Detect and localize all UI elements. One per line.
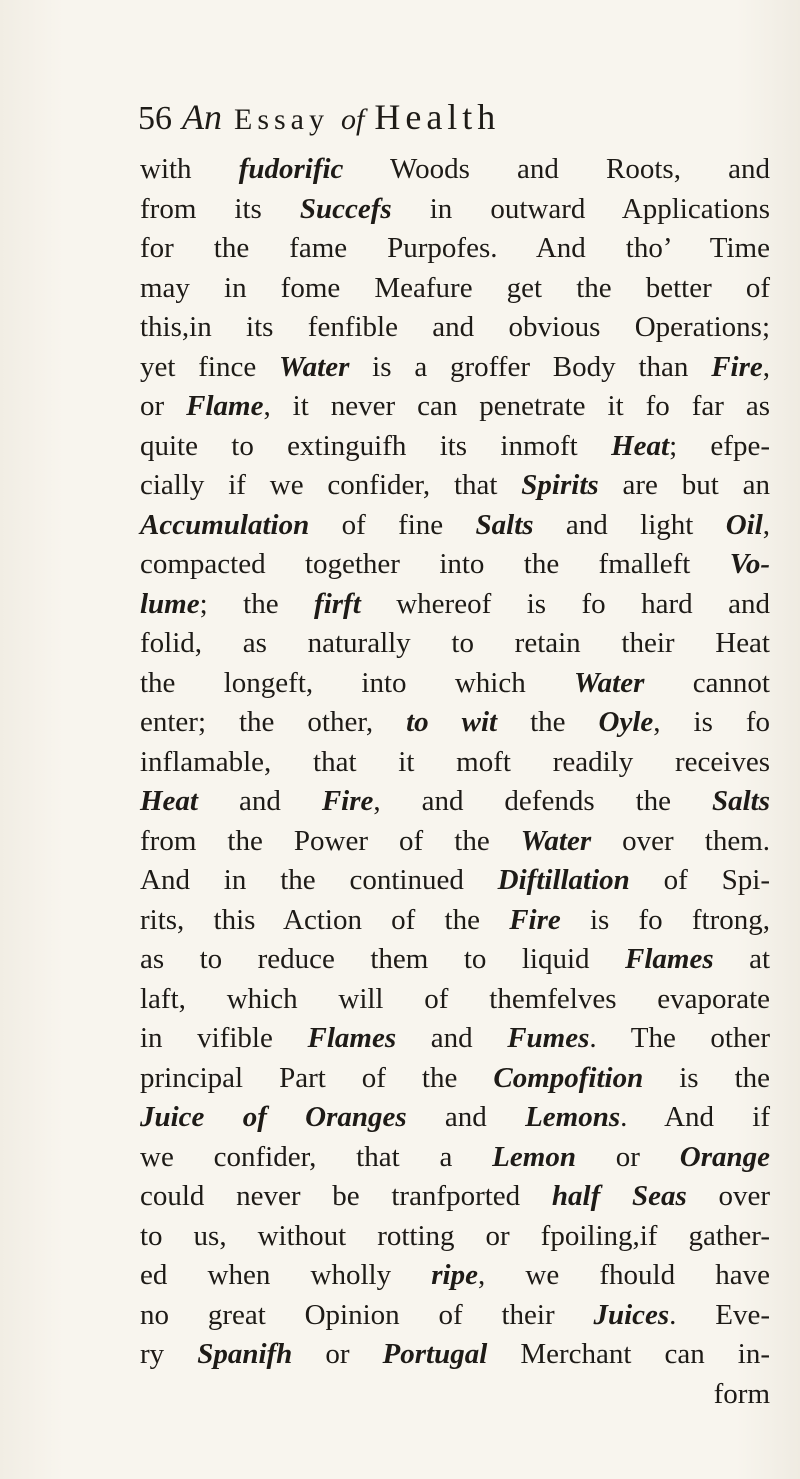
roman-text: of fine (309, 508, 476, 541)
roman-text: . Eve- (669, 1298, 770, 1331)
italic-text: Portugal (382, 1338, 488, 1370)
text-line (140, 1296, 770, 1336)
text-line (140, 585, 770, 625)
text-line (140, 743, 770, 783)
roman-text: , and defends the (373, 785, 712, 817)
roman-text: the longeft, into which (140, 666, 575, 699)
roman-text: , it never can penetrate it fo far as (263, 390, 770, 422)
text-line (140, 466, 770, 506)
italic-text: Lemon (492, 1140, 576, 1173)
roman-text: , (762, 508, 770, 541)
italic-text: Heat (140, 785, 198, 817)
italic-text: Salts (711, 785, 770, 817)
running-head-essay: Essay (234, 103, 329, 136)
text-line (140, 1019, 770, 1059)
roman-text: to us, without rotting or fpoiling,if gather- (140, 1219, 770, 1252)
roman-text: are but an (598, 469, 770, 501)
italic-text: Flames (624, 943, 714, 975)
roman-text: may in fome Meafure get the better of (140, 271, 770, 304)
text-line (140, 1256, 770, 1296)
text-line (140, 1375, 770, 1415)
text-line (140, 822, 770, 862)
italic-text: Fire (509, 903, 561, 936)
roman-text: and (198, 785, 322, 817)
roman-text: over (686, 1180, 771, 1212)
text-line (140, 190, 770, 230)
italic-text: Succefs (299, 192, 392, 225)
italic-text: Heat (611, 429, 670, 462)
running-head-health: Health (374, 97, 501, 137)
roman-text: could never be tranfported (140, 1180, 552, 1212)
roman-text: quite to extinguifh its inmoft (140, 429, 612, 462)
roman-text: principal Part of the (140, 1061, 494, 1094)
text-line (140, 1335, 770, 1375)
roman-text: Woods and Roots, and (343, 153, 770, 185)
italic-text: Salts (475, 508, 534, 541)
italic-text: Water (279, 350, 350, 383)
text-line (140, 940, 770, 980)
text-line (140, 1059, 770, 1099)
text-line (140, 980, 770, 1020)
roman-text: is the (643, 1061, 771, 1094)
italic-text: Fire (711, 350, 763, 383)
roman-text: , we fhould have (477, 1259, 770, 1291)
text-line (140, 1177, 770, 1217)
italic-text: to wit (406, 706, 498, 738)
roman-text: yet fince (140, 350, 280, 383)
roman-text: at (713, 943, 771, 975)
roman-text: over them. (591, 824, 770, 857)
italic-text: Oyle (598, 706, 654, 738)
roman-text: and (396, 1022, 508, 1054)
roman-text: compacted together into the fmalleft (140, 548, 730, 580)
roman-text: for the fame Purpofes. And tho’ Time (140, 232, 770, 264)
roman-text: in vifible (140, 1022, 308, 1054)
italic-text: Water (574, 666, 645, 699)
roman-text: no great Opinion of their (140, 1298, 594, 1331)
roman-text: from the Power of the (140, 824, 521, 857)
roman-text: ed when wholly (140, 1259, 432, 1291)
text-line (140, 624, 770, 664)
italic-text: Spirits (521, 469, 599, 501)
roman-text: ry (140, 1338, 198, 1370)
italic-text: Spanifh (197, 1338, 293, 1370)
text-line (140, 1138, 770, 1178)
roman-text: form (713, 1377, 770, 1410)
running-head-of: of (341, 103, 365, 136)
roman-text: Merchant can in- (487, 1338, 770, 1370)
roman-text: of Spi- (629, 864, 770, 896)
roman-text: And in the continued (140, 864, 498, 896)
roman-text: from its (140, 192, 300, 225)
text-line (140, 664, 770, 704)
roman-text: or (140, 390, 187, 422)
roman-text: laft, which will of themfelves evaporate (140, 982, 770, 1015)
italic-text: Oil (725, 508, 763, 541)
running-head-an: An (182, 97, 222, 137)
text-line (140, 229, 770, 269)
roman-text: cannot (644, 666, 770, 699)
text-line (140, 782, 770, 822)
text-line (140, 901, 770, 941)
text-line (140, 506, 770, 546)
roman-text: , is fo (653, 706, 771, 738)
text-line (140, 269, 770, 309)
italic-text: Lemons (525, 1101, 621, 1133)
italic-text: firft (314, 587, 361, 620)
italic-text: Flames (307, 1022, 397, 1054)
roman-text: or (292, 1338, 383, 1370)
italic-text: ripe (431, 1259, 478, 1291)
roman-text: inflamable, that it moft readily receives (140, 745, 770, 778)
roman-text: ; the (199, 587, 315, 620)
roman-text: . And if (620, 1101, 770, 1133)
roman-text: enter; the other, (140, 706, 407, 738)
page-number: 56 (138, 100, 172, 137)
running-head (138, 96, 758, 146)
roman-text: and light (533, 508, 726, 541)
italic-text: Orange (679, 1140, 770, 1173)
italic-text: Juices (593, 1298, 670, 1331)
text-line (140, 308, 770, 348)
roman-text: is a groffer Body than (349, 350, 712, 383)
roman-text: folid, as naturally to retain their Heat (140, 627, 770, 659)
roman-text: cially if we confider, that (140, 469, 522, 501)
roman-text: in outward Applications (391, 192, 770, 225)
text-line (140, 545, 770, 585)
roman-text: as to reduce them to liquid (140, 943, 625, 975)
text-line (140, 348, 770, 388)
roman-text: is fo ftrong, (560, 903, 771, 936)
roman-text: or (575, 1140, 680, 1173)
body-text (140, 150, 770, 1414)
italic-text: Juice of Oranges (140, 1101, 407, 1133)
italic-text: Fire (321, 785, 374, 817)
roman-text: ; efpe- (669, 429, 770, 462)
text-line (140, 150, 770, 190)
italic-text: lume (140, 587, 200, 620)
text-line (140, 1217, 770, 1257)
roman-text: whereof is fo hard and (360, 587, 770, 620)
roman-text: we confider, that a (140, 1140, 493, 1173)
italic-text: Flame (186, 390, 264, 422)
roman-text: the (497, 706, 599, 738)
italic-text: Fumes (507, 1022, 590, 1054)
text-line (140, 861, 770, 901)
roman-text: . The other (589, 1022, 771, 1054)
roman-text: and (406, 1101, 526, 1133)
italic-text: half Seas (551, 1180, 687, 1212)
text-line (140, 703, 770, 743)
roman-text: rits, this Action of the (140, 903, 510, 936)
italic-text: Accumulation (140, 508, 310, 541)
italic-text: Water (520, 824, 592, 857)
text-line (140, 427, 770, 467)
text-line (140, 387, 770, 427)
roman-text: with (140, 153, 239, 185)
italic-text: Compofition (493, 1061, 644, 1094)
italic-text: Diftillation (497, 864, 630, 896)
roman-text: this,in its fenfible and obvious Operations; (140, 311, 770, 343)
italic-text: fudorific (238, 153, 344, 185)
text-line (140, 1098, 770, 1138)
roman-text: , (762, 350, 771, 383)
italic-text: Vo- (729, 548, 770, 580)
